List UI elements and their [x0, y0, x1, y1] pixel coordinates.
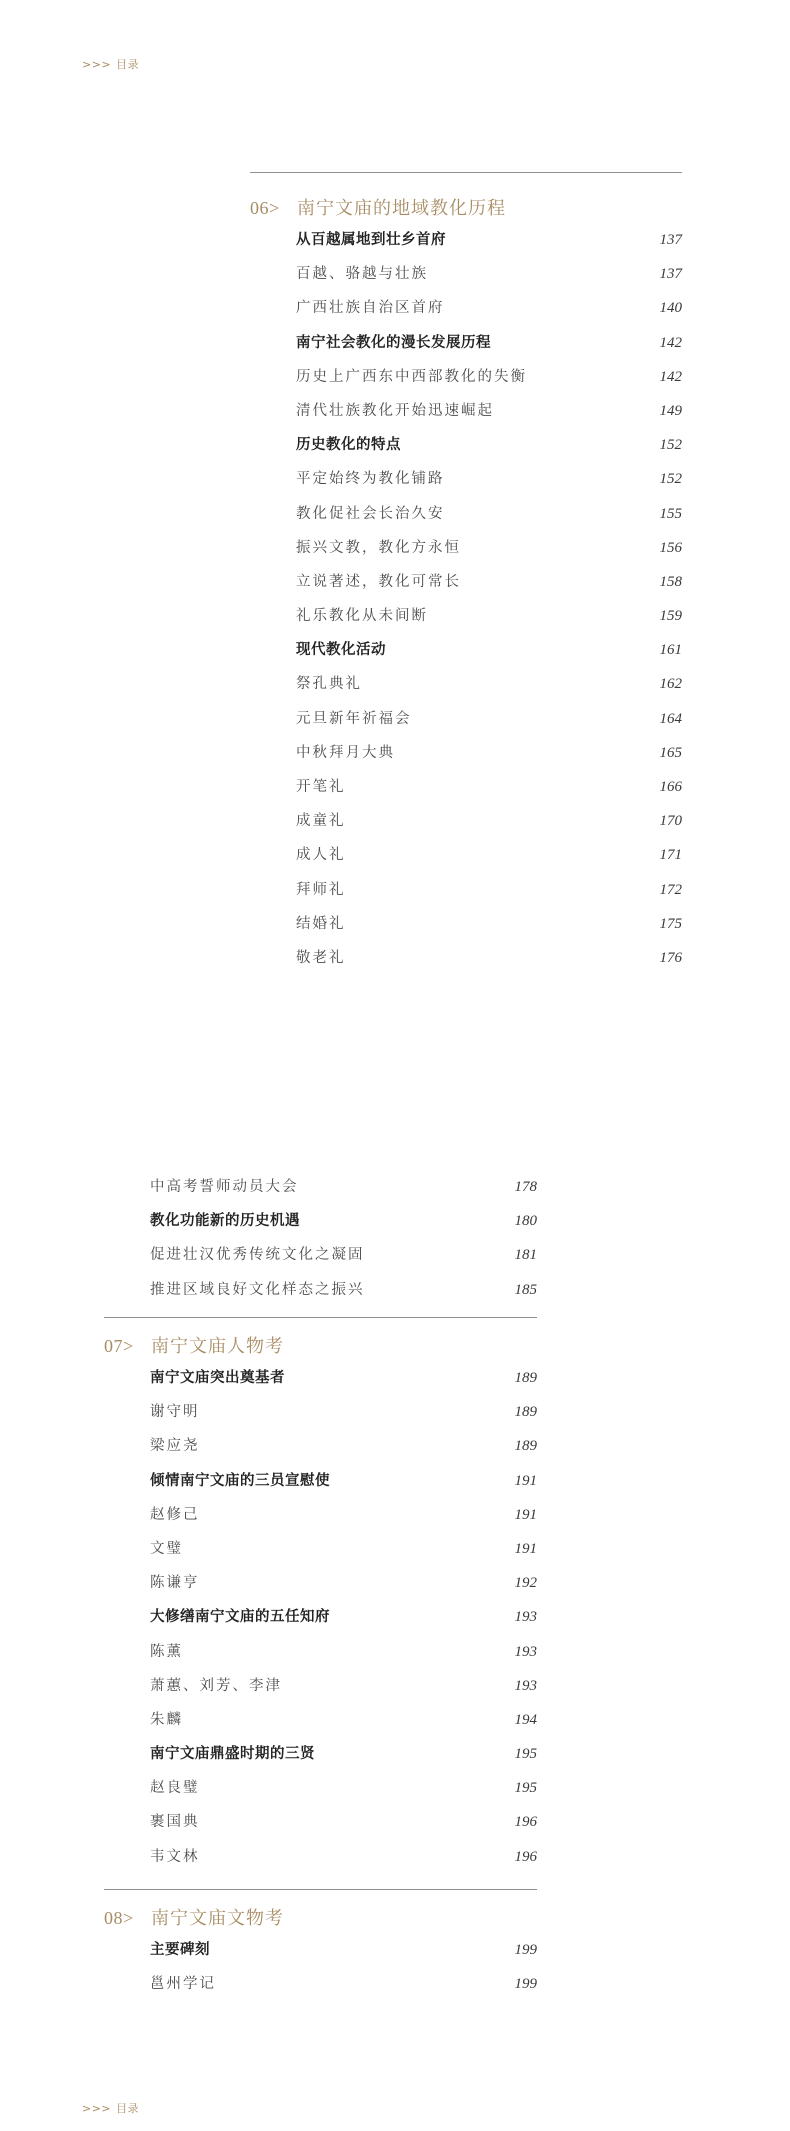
entry-title: 结婚礼	[296, 915, 346, 932]
page-number: 181	[514, 1247, 537, 1264]
entry-title: 陈谦亨	[150, 1575, 200, 1592]
page-number: 140	[659, 300, 682, 317]
header-arrows: >>>	[82, 58, 112, 71]
entry-title: 元旦新年祈福会	[296, 710, 412, 727]
page-number: 156	[659, 539, 682, 556]
entry-title: 中高考誓师动员大会	[150, 1179, 299, 1195]
toc-section-row[interactable]	[150, 1600, 537, 1634]
toc-entry-row[interactable]	[150, 1170, 537, 1204]
chapter-title: 南宁文庙人物考	[151, 1336, 284, 1356]
toc-section-row[interactable]	[296, 428, 682, 462]
chapter-heading[interactable]	[250, 193, 682, 223]
page-number: 193	[514, 1643, 537, 1660]
page-number: 175	[659, 915, 682, 932]
page-footer-mark	[82, 2100, 139, 2116]
toc-entry-row[interactable]	[296, 941, 682, 975]
toc-entry-row[interactable]	[296, 907, 682, 941]
entry-title: 礼乐教化从未间断	[296, 608, 428, 625]
page-number: 191	[514, 1472, 537, 1489]
page-number: 191	[514, 1506, 537, 1523]
page-number: 158	[659, 573, 682, 590]
toc-entry-row[interactable]	[296, 770, 682, 804]
toc-entry-row[interactable]	[150, 1669, 537, 1703]
chapter-number: 07>	[104, 1336, 134, 1356]
toc-entry-row[interactable]	[296, 667, 682, 701]
toc-entry-row[interactable]	[296, 838, 682, 872]
entry-title: 教化促社会长治久安	[296, 505, 445, 522]
entry-title: 文璧	[150, 1540, 183, 1557]
page-number: 137	[659, 266, 682, 283]
entry-title: 促进壮汉优秀传统文化之凝固	[150, 1247, 365, 1264]
toc-entry-row[interactable]	[150, 1771, 537, 1805]
toc-section-row[interactable]	[150, 1464, 537, 1498]
section-title: 教化功能新的历史机遇	[150, 1213, 300, 1230]
page-number: 142	[659, 334, 682, 351]
page-number: 195	[514, 1780, 537, 1797]
toc-entry-row[interactable]	[150, 1532, 537, 1566]
section-title: 大修缮南宁文庙的五任知府	[150, 1609, 330, 1626]
page-number: 199	[514, 1942, 537, 1958]
entry-title: 梁应尧	[150, 1438, 200, 1455]
chapter-divider	[104, 1317, 537, 1318]
entry-title: 萧蕙、刘芳、李津	[150, 1677, 282, 1694]
toc-entry-row[interactable]	[150, 1395, 537, 1429]
toc-entry-row[interactable]	[150, 1967, 537, 2001]
chapter-06-continued-block	[150, 1170, 537, 1307]
toc-entry-row[interactable]	[296, 497, 682, 531]
toc-entry-row[interactable]	[150, 1703, 537, 1737]
toc-entry-row[interactable]	[296, 257, 682, 291]
page-number: 191	[514, 1540, 537, 1557]
toc-entry-row[interactable]	[150, 1805, 537, 1839]
toc-entry-row[interactable]	[296, 804, 682, 838]
toc-entry-row[interactable]	[150, 1635, 537, 1669]
chapter-divider	[104, 1889, 537, 1890]
entry-title: 中秋拜月大典	[296, 744, 395, 761]
toc-section-row[interactable]	[296, 223, 682, 257]
chapter-07-entries	[150, 1361, 537, 1874]
section-title: 主要碑刻	[150, 1942, 210, 1958]
section-title: 南宁文庙鼎盛时期的三贤	[150, 1746, 315, 1763]
page-number: 161	[659, 642, 682, 659]
toc-entry-row[interactable]	[296, 873, 682, 907]
chapter-heading[interactable]	[104, 1331, 537, 1361]
section-title: 历史教化的特点	[296, 437, 401, 454]
chapter-07-block	[104, 1317, 537, 1874]
section-title: 现代教化活动	[296, 642, 386, 659]
footer-arrows: >>>	[82, 2102, 112, 2115]
page-number: 152	[659, 471, 682, 488]
toc-entry-row[interactable]	[150, 1566, 537, 1600]
toc-entry-row[interactable]	[150, 1238, 537, 1272]
header-label: 目录	[116, 58, 140, 71]
page-number: 199	[514, 1976, 537, 1993]
toc-entry-row[interactable]	[296, 291, 682, 325]
toc-entry-row[interactable]	[296, 531, 682, 565]
chapter-title: 南宁文庙文物考	[151, 1908, 284, 1928]
footer-label: 目录	[116, 2102, 140, 2115]
toc-entry-row[interactable]	[296, 702, 682, 736]
page-number: 185	[514, 1281, 537, 1298]
toc-entry-row[interactable]	[296, 599, 682, 633]
toc-entry-row[interactable]	[150, 1429, 537, 1463]
toc-entry-row[interactable]	[150, 1498, 537, 1532]
page-number: 152	[659, 437, 682, 454]
section-title: 倾情南宁文庙的三员宣慰使	[150, 1472, 330, 1489]
page-number: 162	[659, 676, 682, 693]
section-title: 南宁社会教化的漫长发展历程	[296, 334, 491, 351]
entry-title: 振兴文教，教化方永恒	[296, 539, 461, 556]
chapter-number: 08>	[104, 1908, 134, 1928]
page-number: 137	[659, 232, 682, 248]
toc-section-row[interactable]	[150, 1933, 537, 1967]
page-number: 193	[514, 1677, 537, 1694]
toc-section-row[interactable]	[150, 1204, 537, 1238]
page-number: 165	[659, 744, 682, 761]
toc-entry-row[interactable]	[296, 565, 682, 599]
toc-entry-row[interactable]	[296, 394, 682, 428]
toc-section-row[interactable]	[150, 1737, 537, 1771]
toc-entry-row[interactable]	[296, 736, 682, 770]
page-number: 178	[514, 1179, 537, 1195]
chapter-06-entries	[296, 223, 682, 975]
page-number: 170	[659, 813, 682, 830]
entry-title: 赵修己	[150, 1506, 200, 1523]
page-number: 192	[514, 1575, 537, 1592]
page-number: 196	[514, 1848, 537, 1865]
entry-title: 谢守明	[150, 1404, 200, 1421]
entry-title: 赵良璧	[150, 1780, 200, 1797]
page-number: 159	[659, 608, 682, 625]
chapter-number: 06>	[250, 198, 280, 218]
entry-title: 敬老礼	[296, 949, 346, 966]
page-number: 142	[659, 368, 682, 385]
toc-entry-row[interactable]	[150, 1273, 537, 1307]
entry-title: 立说著述，教化可常长	[296, 573, 461, 590]
page-number: 164	[659, 710, 682, 727]
chapter-06-continued-entries	[150, 1170, 537, 1307]
page-number: 172	[659, 881, 682, 898]
chapter-divider	[250, 172, 682, 173]
entry-title: 祭孔典礼	[296, 676, 362, 693]
entry-title: 陈薰	[150, 1643, 183, 1660]
toc-entry-row[interactable]	[296, 462, 682, 496]
page-number: 196	[514, 1814, 537, 1831]
entry-title: 广西壮族自治区首府	[296, 300, 445, 317]
entry-title: 成童礼	[296, 813, 346, 830]
entry-title: 百越、骆越与壮族	[296, 266, 428, 283]
toc-entry-row[interactable]	[150, 1840, 537, 1874]
entry-title: 推进区域良好文化样态之振兴	[150, 1281, 365, 1298]
section-title: 从百越属地到壮乡首府	[296, 232, 446, 248]
toc-section-row[interactable]	[296, 633, 682, 667]
page-header-mark	[82, 56, 139, 72]
entry-title: 拜师礼	[296, 881, 346, 898]
entry-title: 裹国典	[150, 1814, 200, 1831]
page-number: 193	[514, 1609, 537, 1626]
page-number: 189	[514, 1438, 537, 1455]
entry-title: 开笔礼	[296, 779, 346, 795]
section-title: 南宁文庙突出奠基者	[150, 1370, 285, 1386]
page-number: 171	[659, 847, 682, 864]
page-number: 189	[514, 1404, 537, 1421]
entry-title: 历史上广西东中西部教化的失衡	[296, 368, 527, 385]
toc-section-row[interactable]	[150, 1361, 537, 1395]
chapter-06-block	[250, 172, 682, 975]
page-number: 176	[659, 949, 682, 966]
page-number: 189	[514, 1370, 537, 1386]
page-number: 155	[659, 505, 682, 522]
page-number: 180	[514, 1213, 537, 1230]
page-number: 166	[659, 779, 682, 795]
entry-title: 朱麟	[150, 1711, 183, 1728]
chapter-title: 南宁文庙的地域教化历程	[297, 198, 506, 218]
entry-title: 韦文林	[150, 1848, 200, 1865]
chapter-08-block	[104, 1889, 537, 2001]
entry-title: 平定始终为教化铺路	[296, 471, 445, 488]
toc-section-row[interactable]	[296, 326, 682, 360]
entry-title: 清代壮族教化开始迅速崛起	[296, 402, 494, 419]
toc-entry-row[interactable]	[296, 360, 682, 394]
entry-title: 成人礼	[296, 847, 346, 864]
entry-title: 邕州学记	[150, 1976, 216, 1993]
page-number: 149	[659, 402, 682, 419]
chapter-08-entries	[150, 1933, 537, 2001]
page-number: 194	[514, 1711, 537, 1728]
page-number: 195	[514, 1746, 537, 1763]
chapter-heading[interactable]	[104, 1903, 537, 1933]
